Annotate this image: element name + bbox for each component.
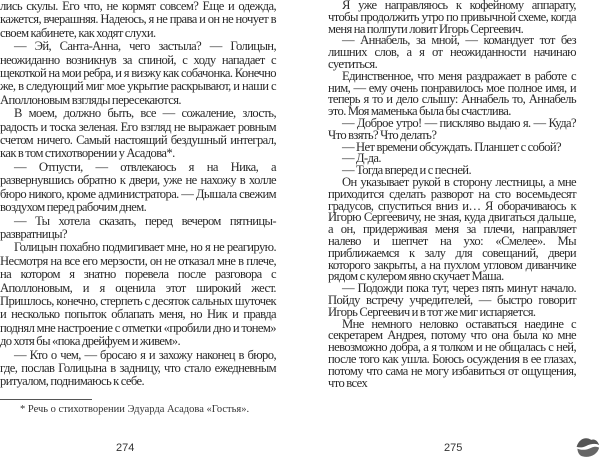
lips-icon (574, 432, 600, 460)
paragraph: — Ты хотела сказать, перед вечером пятницы-развратницы? (0, 213, 276, 241)
footnote: * Речь о стихотворении Эдуарда Асадова «Гостья». (20, 404, 250, 415)
left-page-footer (0, 392, 276, 462)
paragraph: — Подожди пока тут, через пять минут начало. Пойду встречу учредителей, — быстро говорит Игорь Сергеевич и в тот же миг испаряется. (328, 281, 576, 319)
paragraph: — Аннабель, за мной, — командует тот без лишних слов, а я от неожиданности начинаю суетиться. (328, 33, 576, 71)
right-page-text (328, 0, 576, 389)
page-number-right: 275 (444, 442, 463, 454)
paragraph: Единственное, что меня раздражает в работе с ним, — ему очень понравилось мое полное имя, и теперь я то и дело слышу: Аннабель то, Аннабель это. Моя маменька была бы счастлива. (328, 68, 576, 119)
paragraph: В моем, должно быть, все — сожаление, злость, радость и тоска зеленая. Его взгляд не выражает ровным счетом ничего. Самый настоящий бездушный интеграл, как в том стихотворении у Асадова*. (0, 106, 276, 161)
paragraph: Мне немного неловко оставаться наедине с секретарем Андрея, потому что она была ко мне невозможно добра, а я толком и не общалась с ней, после того как ушла. Боюсь осуждения в ее глазах, потому что сама не могу избавиться от ощущения, что всех (328, 316, 576, 390)
paragraph: — Отпусти, — отвлекаюсь я на Ника, а развернувшись обратно к двери, уже не нахожу в холле бюро никого, кроме администратора. — Дышала свежим воздухом перед рабочим днем. (0, 159, 276, 215)
paragraph: — Доброе утро! — пискляво выдаю я. — Куда? Что взять? Что делать? (328, 115, 576, 142)
left-page (0, 0, 276, 462)
paragraph: — Д-да. (342, 151, 381, 166)
paragraph: Он указывает рукой в сторону лестницы, а мне приходится сделать разворот на сто восемьдесят градусов, спуститься вниз и… Я оборачиваюсь к Игорю Сергеевичу, не зная, куда двигаться дальше, а он, придерживая меня за плечи, направляет налево и шепчет на ухо: «Смелее». Мы приближаемся к залу для совещаний, двери которого закрыты, а на пухлом угловом диванчике рядом с кулером явно скучает Маша. (328, 174, 576, 284)
left-page-text (0, 0, 276, 389)
paragraph: лись скулы. Его что, не кормят совсем? Еще и одежда, кажется, вчерашняя. Надеюсь, я не права и он не ночует в своем кабинете, как ходят слухи. (0, 0, 276, 40)
footnote-rule (0, 399, 92, 400)
right-page-footer (300, 392, 576, 462)
page-number-left: 274 (116, 442, 135, 454)
paragraph: — Эй, Санта-Анна, чего застыла? — Голицын, неожиданно возникнув за спиной, с ходу нападает с щекоткой на мои ребра, и я визжу как собачонка. Конечно же, в следующий миг мое укрытие раскрывают, и наши с Аполлоновым взгляды пересекаются. (0, 39, 276, 107)
paragraph: — Нет времени обсуждать. Планшет с собой? (342, 139, 561, 154)
right-page (300, 0, 576, 462)
paragraph: — Тогда вперед и с песней. (342, 163, 471, 178)
paragraph: — Кто о чем, — бросаю я и захожу наконец в бюро, где, послав Голицына в задницу, что стало ежедневным ритуалом, поднимаюсь к себе. (0, 347, 276, 389)
paragraph: Голицын похабно подмигивает мне, но я не реагирую. Несмотря на все его мерзости, он не отказал мне в плече, на котором я знатно поревела после разговора с Аполлоновым, и я оценила этот широкий жест. Пришлось, конечно, стерпеть с десяток сальных шуточек и несколько попыток облапать меня, но Ник и правда поднял мне настроение с отметки «пробили дно и тонем» до хотя бы «пока дрейфуем и живем». (0, 240, 276, 349)
paragraph: Я уже направляюсь к кофейному аппарату, чтобы продолжить утро по привычной схеме, когда меня на полпути ловит Игорь Сергеевич. (328, 0, 576, 36)
